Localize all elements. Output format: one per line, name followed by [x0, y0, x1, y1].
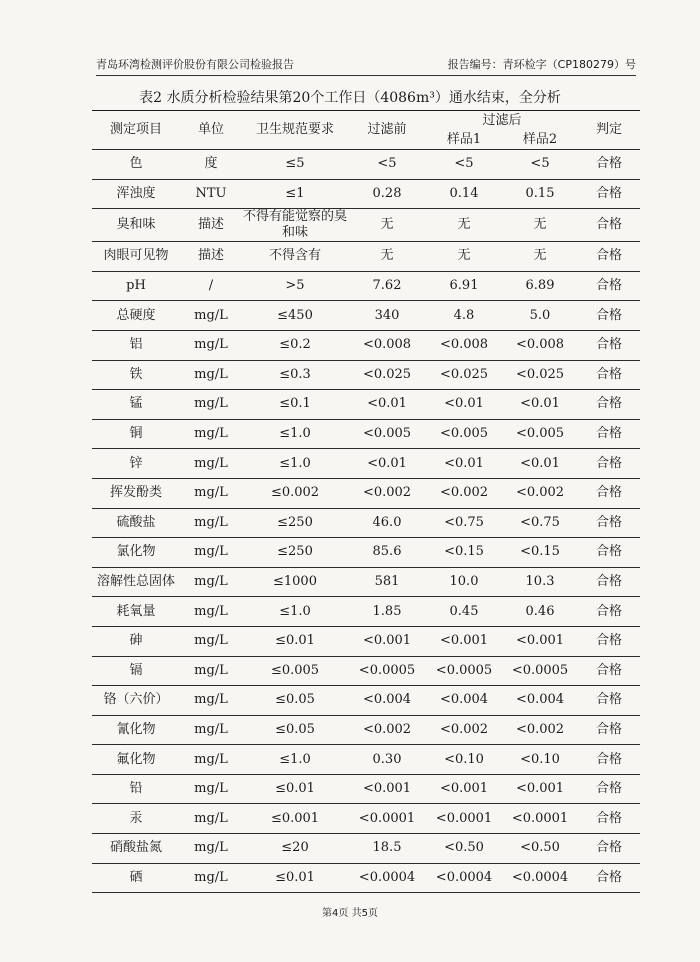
cell-verdict: 合格: [596, 514, 623, 530]
table-row: [92, 804, 640, 834]
cell-unit: mg/L: [194, 840, 228, 856]
table-row: [92, 242, 640, 272]
cell-verdict: 合格: [596, 337, 623, 353]
cell-unit: mg/L: [194, 514, 228, 530]
cell-item: 砷: [129, 633, 143, 649]
cell-standard: ≤250: [277, 514, 313, 530]
cell-sample1: <0.0004: [435, 869, 493, 885]
table-row: [92, 686, 640, 716]
cell-sample2: <0.75: [520, 514, 560, 530]
cell-sample1: <0.01: [444, 396, 484, 412]
table-row: [92, 626, 640, 656]
col-header-item: 测定项目: [109, 122, 162, 137]
cell-verdict: 合格: [596, 869, 623, 885]
cell-sample1: <0.75: [444, 514, 484, 530]
cell-unit: mg/L: [194, 810, 228, 826]
cell-unit: mg/L: [194, 337, 228, 353]
cell-standard: ≤0.002: [270, 485, 320, 501]
table-row: [92, 360, 640, 390]
cell-verdict: 合格: [596, 840, 623, 856]
cell-sample2: 0.46: [525, 603, 555, 619]
table-row: [92, 390, 640, 420]
cell-unit: mg/L: [194, 662, 228, 678]
cell-verdict: 合格: [596, 603, 623, 619]
table-row: [92, 774, 640, 804]
cell-item: 铅: [129, 781, 143, 797]
cell-before: 无: [380, 217, 394, 233]
cell-standard: ≤0.05: [275, 721, 315, 737]
cell-before: <0.01: [367, 396, 407, 412]
cell-sample1: <0.15: [444, 544, 484, 560]
cell-sample1: <0.01: [444, 455, 484, 471]
cell-item: 硫酸盐: [116, 514, 156, 530]
table-row: [92, 745, 640, 775]
cell-sample1: <0.004: [439, 692, 489, 708]
table-row: [92, 330, 640, 360]
cell-item: 铝: [129, 337, 143, 353]
cell-verdict: 合格: [596, 692, 623, 708]
cell-sample1: <0.001: [439, 781, 489, 797]
cell-sample2: 10.3: [525, 574, 555, 590]
cell-standard: >5: [285, 278, 305, 294]
cell-item: 耗氧量: [116, 603, 156, 619]
cell-sample2: <0.10: [520, 751, 560, 767]
cell-before: <0.0001: [358, 810, 416, 826]
table-row: [92, 179, 640, 209]
cell-standard: ≤1000: [273, 574, 317, 590]
cell-verdict: 合格: [596, 544, 623, 560]
cell-item: 氯化物: [116, 544, 156, 560]
cell-unit: mg/L: [194, 396, 228, 412]
cell-sample2: <0.01: [520, 396, 560, 412]
cell-sample2: <0.025: [515, 366, 565, 382]
report-header: [96, 56, 636, 76]
col-header-after: 过滤后: [482, 112, 522, 128]
cell-before: <0.025: [362, 366, 412, 382]
cell-standard: ≤20: [281, 840, 309, 856]
cell-sample2: <0.002: [515, 721, 565, 737]
cell-before: <0.0004: [358, 869, 416, 885]
cell-sample1: <0.001: [439, 633, 489, 649]
cell-before: <0.01: [367, 455, 407, 471]
page-footer: 第4页 共5页: [322, 908, 378, 919]
cell-standard: ≤5: [285, 156, 305, 172]
cell-item: 镉: [129, 662, 143, 678]
cell-unit: 度: [204, 156, 218, 172]
cell-before: <5: [377, 156, 397, 172]
cell-before: <0.001: [362, 781, 412, 797]
cell-sample2: <0.0005: [511, 662, 569, 678]
col-header-before: 过滤前: [367, 122, 407, 137]
cell-before: 0.30: [372, 751, 402, 767]
cell-sample1: <0.0005: [435, 662, 493, 678]
cell-verdict: 合格: [596, 781, 623, 797]
cell-unit: mg/L: [194, 603, 228, 619]
cell-item: 铜: [129, 426, 143, 442]
cell-standard: ≤1: [285, 185, 305, 201]
cell-verdict: 合格: [596, 185, 623, 201]
cell-item: 汞: [129, 810, 143, 826]
table-row: [92, 419, 640, 449]
cell-sample2: <0.0004: [511, 869, 569, 885]
cell-before: <0.001: [362, 633, 412, 649]
cell-before: 0.28: [372, 185, 402, 201]
cell-sample1: <0.005: [439, 426, 489, 442]
cell-item: pH: [126, 278, 146, 294]
cell-before: 无: [380, 248, 394, 264]
cell-sample1: 0.45: [449, 603, 479, 619]
cell-item: 硒: [129, 869, 143, 885]
cell-verdict: 合格: [596, 278, 623, 294]
cell-before: 7.62: [372, 278, 402, 294]
cell-sample2: 无: [533, 217, 547, 233]
cell-verdict: 合格: [596, 721, 623, 737]
cell-before: 1.85: [372, 603, 402, 619]
cell-item: 锰: [129, 396, 143, 412]
cell-item: 锌: [129, 455, 143, 471]
cell-item: 肉眼可见物: [103, 248, 169, 264]
cell-item: 总硬度: [116, 307, 156, 323]
cell-sample2: <0.50: [520, 840, 560, 856]
cell-verdict: 合格: [596, 307, 623, 323]
cell-verdict: 合格: [596, 156, 623, 172]
cell-verdict: 合格: [596, 366, 623, 382]
table-row: [92, 449, 640, 479]
cell-item: 挥发酚类: [109, 485, 162, 501]
cell-verdict: 合格: [596, 633, 623, 649]
cell-before: 46.0: [372, 514, 402, 530]
cell-verdict: 合格: [596, 810, 623, 826]
cell-sample1: <0.025: [439, 366, 489, 382]
cell-sample1: 10.0: [449, 574, 479, 590]
table-title: 表2 水质分析检验结果第20个工作日（4086m³）通水结束，全分析: [139, 90, 561, 106]
table-row: [92, 656, 640, 686]
cell-sample1: 无: [457, 248, 471, 264]
cell-item: 硝酸盐氮: [109, 840, 162, 856]
table-row: [92, 597, 640, 627]
cell-unit: mg/L: [194, 751, 228, 767]
cell-sample1: <0.008: [439, 337, 489, 353]
cell-before: 85.6: [372, 544, 402, 560]
cell-sample2: <0.004: [515, 692, 565, 708]
cell-unit: mg/L: [194, 869, 228, 885]
cell-unit: mg/L: [194, 633, 228, 649]
cell-unit: 描述: [197, 217, 224, 233]
cell-verdict: 合格: [596, 751, 623, 767]
table-row: [92, 271, 640, 301]
cell-unit: mg/L: [194, 485, 228, 501]
cell-unit: mg/L: [194, 426, 228, 442]
cell-sample2: <0.008: [515, 337, 565, 353]
table-body: [92, 150, 640, 893]
table-row: [92, 478, 640, 508]
cell-before: 581: [374, 574, 400, 590]
cell-verdict: 合格: [596, 217, 623, 233]
cell-unit: /: [208, 278, 214, 294]
cell-sample2: 6.89: [525, 278, 555, 294]
cell-item: 臭和味: [116, 217, 156, 233]
cell-sample1: <0.50: [444, 840, 484, 856]
cell-before: 340: [374, 307, 400, 323]
cell-standard: ≤0.01: [275, 869, 315, 885]
cell-unit: mg/L: [194, 544, 228, 560]
cell-sample2: <0.001: [515, 781, 565, 797]
table-row: [92, 567, 640, 597]
cell-unit: mg/L: [194, 574, 228, 590]
table-row: [92, 508, 640, 538]
cell-verdict: 合格: [596, 396, 623, 412]
cell-item: 溶解性总固体: [96, 574, 175, 590]
col-header-verdict: 判定: [596, 122, 623, 137]
cell-item: 色: [129, 156, 143, 172]
cell-sample1: 4.8: [453, 307, 475, 323]
cell-sample2: <5: [530, 156, 550, 172]
cell-standard: ≤1.0: [279, 426, 311, 442]
cell-item: 浑浊度: [116, 185, 156, 201]
cell-sample2: <0.15: [520, 544, 560, 560]
cell-sample2: <0.0001: [511, 810, 569, 826]
cell-before: <0.002: [362, 721, 412, 737]
cell-standard: ≤0.01: [275, 781, 315, 797]
cell-item: 氰化物: [116, 721, 156, 737]
cell-verdict: 合格: [596, 574, 623, 590]
cell-standard: ≤0.01: [275, 633, 315, 649]
cell-standard: ≤450: [277, 307, 313, 323]
cell-before: <0.002: [362, 485, 412, 501]
cell-standard: 不得有能觉察的臭和味: [242, 209, 347, 241]
cell-standard: ≤1.0: [279, 455, 311, 471]
cell-sample1: <0.002: [439, 721, 489, 737]
cell-unit: mg/L: [194, 692, 228, 708]
cell-sample1: 0.14: [449, 185, 479, 201]
cell-standard: ≤0.001: [270, 810, 320, 826]
cell-sample2: 0.15: [525, 185, 555, 201]
cell-sample1: <0.0001: [435, 810, 493, 826]
col-header-sample1: 样品1: [446, 131, 482, 147]
table-row: [92, 834, 640, 864]
table-row: [92, 150, 640, 180]
table-row: [92, 301, 640, 331]
cell-sample2: 无: [533, 248, 547, 264]
col-header-sample2: 样品2: [522, 131, 558, 147]
table-row: [92, 715, 640, 745]
cell-sample2: <0.001: [515, 633, 565, 649]
cell-verdict: 合格: [596, 426, 623, 442]
cell-sample2: <0.01: [520, 455, 560, 471]
water-quality-table: [92, 110, 640, 893]
table-row: [92, 863, 640, 893]
cell-before: <0.0005: [358, 662, 416, 678]
cell-standard: ≤0.05: [275, 692, 315, 708]
cell-sample1: <0.002: [439, 485, 489, 501]
cell-before: 18.5: [372, 840, 402, 856]
cell-sample2: 5.0: [529, 307, 551, 323]
cell-standard: ≤0.2: [279, 337, 311, 353]
cell-before: <0.005: [362, 426, 412, 442]
cell-item: 氟化物: [116, 751, 156, 767]
cell-unit: mg/L: [194, 721, 228, 737]
table-row: [92, 538, 640, 568]
cell-verdict: 合格: [596, 485, 623, 501]
cell-before: <0.004: [362, 692, 412, 708]
cell-unit: NTU: [195, 185, 227, 201]
cell-sample1: <0.10: [444, 751, 484, 767]
cell-sample1: 无: [457, 217, 471, 233]
cell-standard: ≤0.1: [279, 396, 311, 412]
cell-unit: mg/L: [194, 366, 228, 382]
cell-standard: ≤1.0: [279, 751, 311, 767]
cell-unit: 描述: [197, 248, 224, 264]
cell-item: 铬（六价）: [103, 692, 169, 708]
cell-verdict: 合格: [596, 662, 623, 678]
company-name: 青岛环湾检测评价股份有限公司检验报告: [96, 58, 294, 71]
cell-verdict: 合格: [596, 248, 623, 264]
cell-unit: mg/L: [194, 781, 228, 797]
cell-standard: ≤0.3: [279, 366, 311, 382]
cell-unit: mg/L: [194, 307, 228, 323]
cell-standard: ≤0.005: [270, 662, 320, 678]
cell-before: <0.008: [362, 337, 412, 353]
cell-item: 铁: [129, 366, 143, 382]
cell-verdict: 合格: [596, 455, 623, 471]
col-header-unit: 单位: [197, 122, 224, 137]
cell-sample1: <5: [454, 156, 474, 172]
cell-standard: 不得含有: [268, 248, 321, 264]
cell-standard: ≤1.0: [279, 603, 311, 619]
cell-sample2: <0.002: [515, 485, 565, 501]
col-header-standard: 卫生规范要求: [255, 122, 334, 137]
report-number: 报告编号：青环检字（CP180279）号: [447, 58, 636, 71]
cell-sample2: <0.005: [515, 426, 565, 442]
cell-standard: ≤250: [277, 544, 313, 560]
cell-sample1: 6.91: [449, 278, 479, 294]
table-row: [92, 209, 640, 242]
cell-unit: mg/L: [194, 455, 228, 471]
